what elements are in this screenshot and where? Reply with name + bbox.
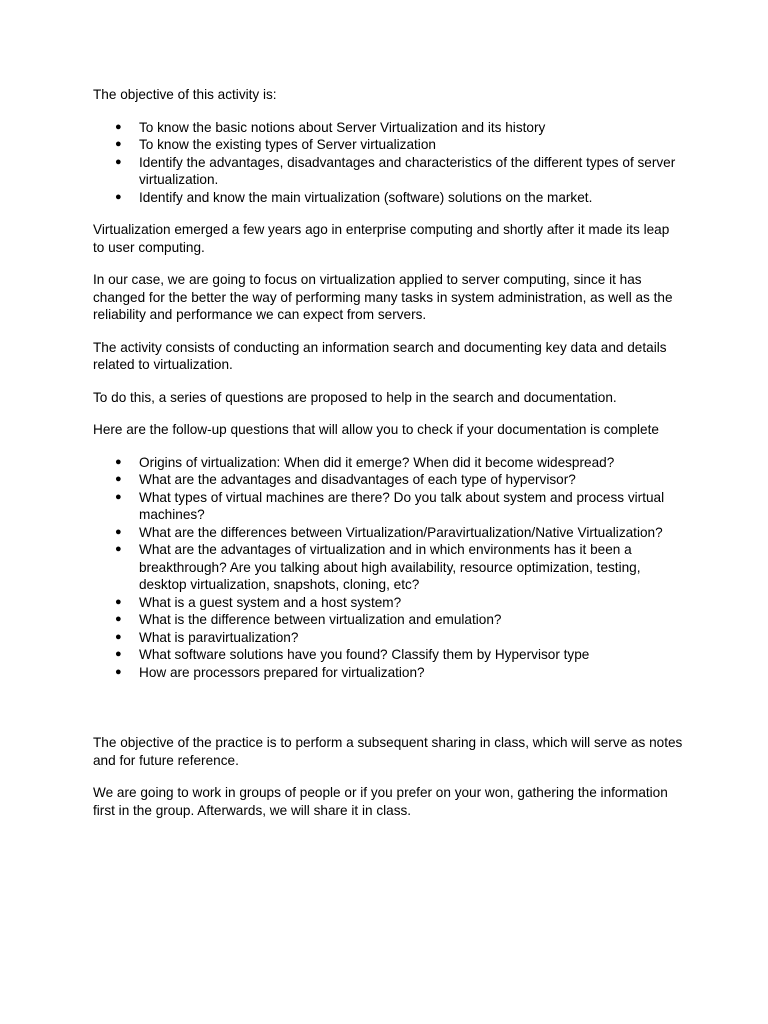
- bullet-icon: ●: [115, 138, 122, 150]
- body-paragraph: The activity consists of conducting an information search and documenting key data and details related to virtualization.: [93, 339, 667, 372]
- list-item-text: What types of virtual machines are there? Do you talk about system and process virtual machines?: [139, 489, 665, 522]
- list-item: [93, 471, 683, 489]
- list-item: [93, 454, 683, 472]
- body-paragraph: In our case, we are going to focus on virtualization applied to server computing, since it has changed for the better the way of performing many tasks in system administration, as well as the reliability and performance we can expect from servers.: [93, 272, 673, 322]
- list-item-text: What are the differences between Virtualization/Paravirtualization/Native Virtualization?: [139, 524, 663, 540]
- body-paragraph: Here are the follow-up questions that will allow you to check if your documentation is complete: [93, 422, 659, 437]
- bullet-icon: ●: [115, 120, 122, 133]
- bullet-icon: ●: [115, 155, 122, 168]
- list-item-text: To know the existing types of Server virtualization: [139, 137, 436, 152]
- bullet-icon: ●: [115, 473, 122, 485]
- bullet-icon: ●: [115, 595, 122, 608]
- list-item-text: What software solutions have you found? Classify them by Hypervisor type: [139, 647, 590, 662]
- blank-spacer: [93, 696, 683, 734]
- bullet-icon: ●: [115, 613, 122, 625]
- list-item: [93, 629, 683, 647]
- list-item-text: Identify the advantages, disadvantages and characteristics of the different types of server virtualization.: [139, 154, 676, 187]
- list-item-text: To know the basic notions about Server Virtualization and its history: [139, 119, 546, 135]
- list-item-text: What is paravirtualization?: [139, 629, 299, 645]
- list-item: [93, 189, 683, 207]
- list-item: [93, 611, 683, 629]
- document-body: [93, 86, 683, 834]
- questions-list: [93, 454, 683, 682]
- list-item: [93, 646, 683, 664]
- body-paragraph: To do this, a series of questions are proposed to help in the search and documentation.: [93, 389, 617, 405]
- bullet-icon: ●: [115, 525, 122, 538]
- body-paragraph: Virtualization emerged a few years ago in enterprise computing and shortly after it made its leap to user computing.: [93, 222, 670, 255]
- bullet-icon: ●: [115, 455, 122, 468]
- list-item: [93, 594, 683, 612]
- list-item-text: What is a guest system and a host system?: [139, 594, 402, 610]
- list-item: [93, 119, 683, 137]
- list-item-text: How are processors prepared for virtualization?: [139, 664, 425, 680]
- bullet-icon: ●: [115, 648, 122, 660]
- bullet-icon: ●: [115, 630, 122, 643]
- bullet-icon: ●: [115, 665, 122, 678]
- list-item-text: What are the advantages of virtualization and in which environments has it been a breakthrough? Are you talking about high availability, resource optimization, testing, desktop virtualization, snapshots, cloning, etc?: [139, 542, 641, 592]
- bullet-icon: ●: [115, 543, 122, 555]
- list-item: [93, 136, 683, 154]
- list-item: [93, 154, 683, 189]
- objectives-list: [93, 119, 683, 207]
- list-item: [93, 489, 683, 524]
- body-paragraph: We are going to work in groups of people or if you prefer on your won, gathering the information first in the group. Afterwards, we will share it in class.: [93, 785, 668, 818]
- bullet-icon: ●: [115, 190, 122, 203]
- list-item-text: What are the advantages and disadvantages of each type of hypervisor?: [139, 472, 576, 487]
- body-paragraph: The objective of the practice is to perform a subsequent sharing in class, which will serve as notes and for future reference.: [93, 735, 683, 768]
- bullet-icon: ●: [115, 490, 122, 503]
- intro-paragraph: The objective of this activity is:: [93, 87, 277, 102]
- list-item-text: What is the difference between virtualization and emulation?: [139, 612, 502, 627]
- list-item-text: Origins of virtualization: When did it emerge? When did it become widespread?: [139, 454, 615, 470]
- list-item: [93, 524, 683, 542]
- list-item: [93, 541, 683, 594]
- list-item: [93, 664, 683, 682]
- list-item-text: Identify and know the main virtualization (software) solutions on the market.: [139, 189, 593, 205]
